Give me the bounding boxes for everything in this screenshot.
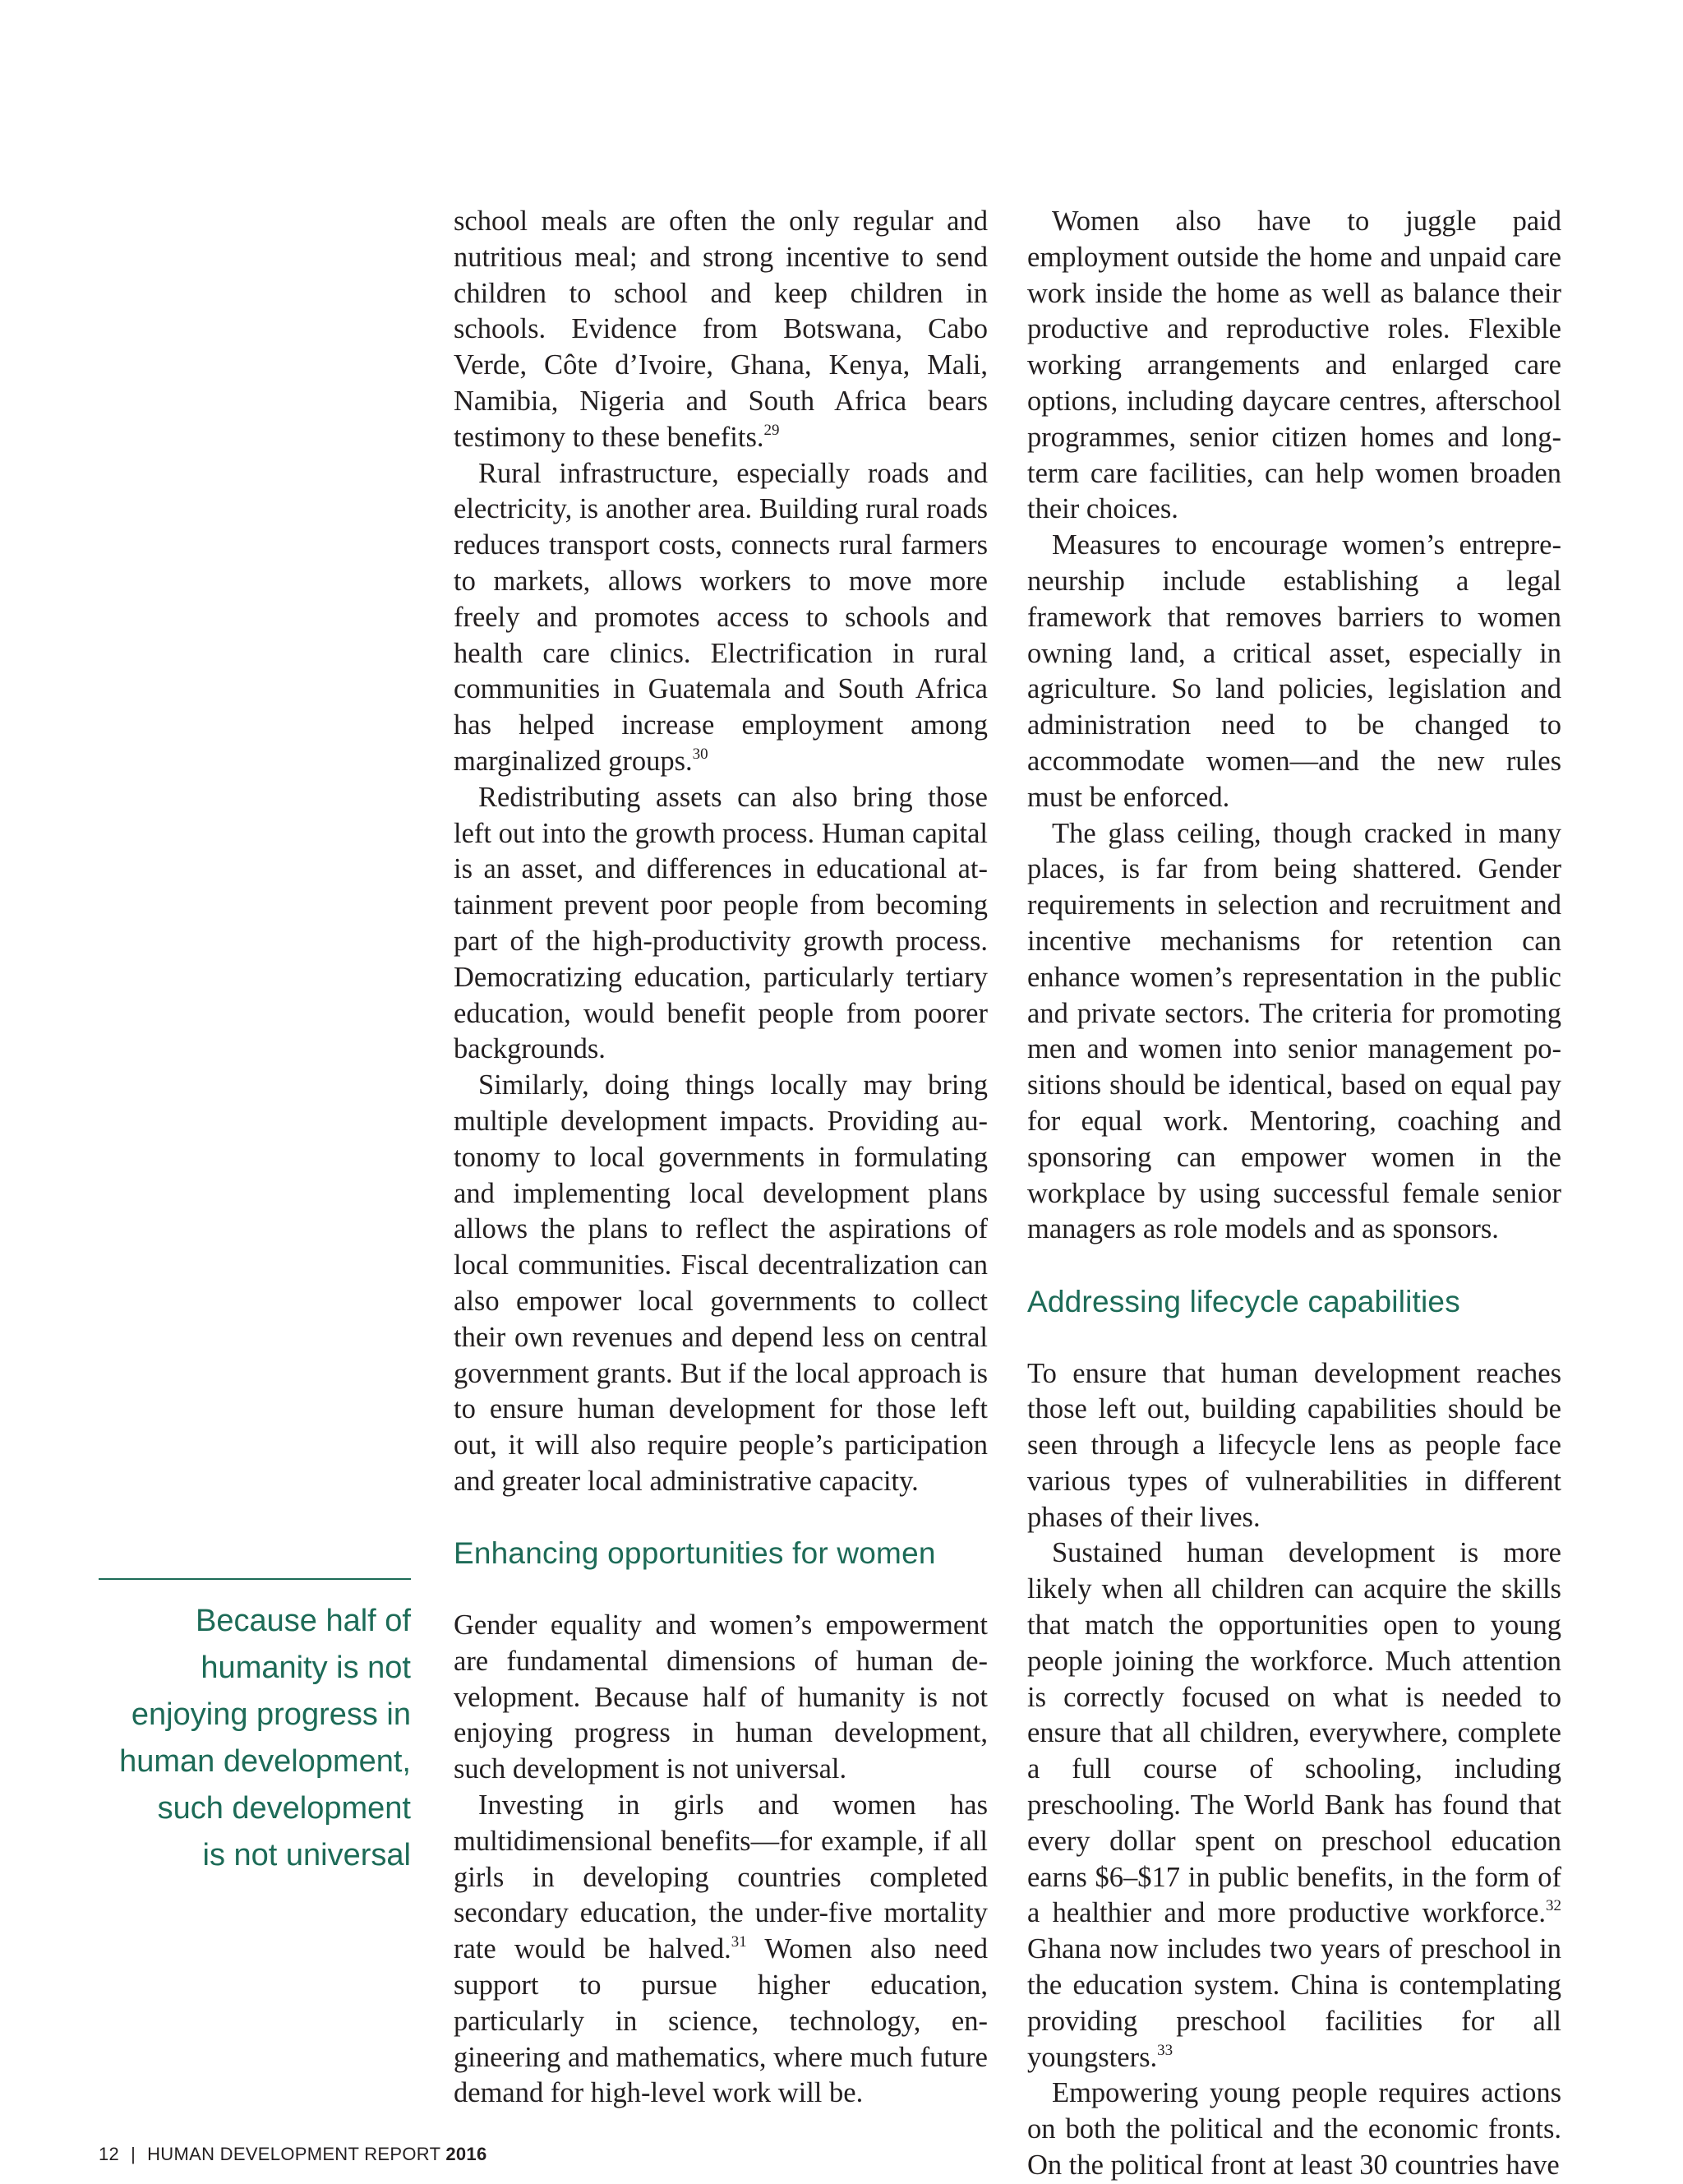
body-paragraph: Investing in girls and women has multidimensional benefits—for example, if all girls in developing countries completed secondary education, the under-five mortality rate would be halved.$^{31}$ Women also need support to pursue higher education, particularly in science, technology, engineering and mathematics, where much future demand for high-level work will be. — [454, 1789, 988, 2109]
body-paragraph: The glass ceiling, though cracked in many places, is far from being shattered. Gender requirements in selection and recruitment and incentive mechanisms for retention can enhance women’s representation in the public and private sectors. The criteria for promoting men and women into senior management positions should be identical, based on equal pay for equal work. Mentoring, coaching and sponsoring can empower women in the workplace by using successful female senior managers as role models and as sponsors. — [1027, 817, 1561, 1245]
body-paragraph: Measures to encourage women’s entrepreneurship include establishing a legal framework that removes barriers to women owning land, a critical asset, especially in agriculture. So land policies, legislation and administration need to be changed to accommodate women—and the new rules must be enforced. — [1027, 529, 1561, 813]
pull-quote-line: enjoying progress in — [131, 1697, 411, 1732]
report-title: HUMAN DEVELOPMENT REPORT — [147, 2144, 440, 2164]
section-heading-lifecycle: Addressing lifecycle capabilities — [1027, 1284, 1460, 1318]
body-paragraph: Redistributing assets can also bring those left out into the growth process. Human capital is an asset, and differences in educational attainment prevent poor people from becoming part of the high-productivity growth process. Democratizing education, particularly tertiary education, would benefit people from poorer backgrounds. — [454, 781, 988, 1065]
pull-quote-line: human development, — [119, 1744, 411, 1779]
body-paragraph: school meals are often the only regular and nutritious meal; and strong incentive to send children to school and keep children in schools. Evidence from Botswana, Cabo Verde, Côte d’Ivoire, Ghana, Kenya, Mali, Namibia, Nigeria and South Africa bears testimony to these benefits.$^{29}$ — [454, 205, 988, 453]
body-paragraph: Similarly, doing things locally may bring multiple development impacts. Providing autonomy to local governments in formulating and implementing local development plans allows the plans to reflect the aspirations of local communities. Fiscal decentralization can also empower local governments to collect their own revenues and depend less on central government grants. But if the local approach is to ensure human development for those left out, it will also require people’s participation and greater local administrative capacity. — [454, 1069, 988, 1497]
footer-separator: | — [131, 2144, 136, 2164]
body-paragraph: Empowering young people requires actions on both the political and the economic fronts. On the political front at least 30 countries have — [1027, 2077, 1561, 2182]
body-paragraph: Rural infrastructure, especially roads and electricity, is another area. Building rural roads reduces transport costs, connects rural farmers to markets, allows workers to move more freely and promotes access to schools and health care clinics. Electrification in rural communities in Guatemala and South Africa has helped increase employment among marginalized groups.$^{30}$ — [454, 457, 988, 777]
footnote-ref[interactable]: 29 — [763, 421, 780, 439]
page-number: 12 — [99, 2144, 120, 2164]
pull-quote-line: humanity is not — [201, 1651, 411, 1685]
pull-quote-line: such development — [157, 1791, 411, 1826]
pull-quote-line: is not universal — [202, 1838, 411, 1872]
body-paragraph: Women also have to juggle paid employment outside the home and unpaid care work inside the home as well as balance their productive and reproductive roles. Flexible working arrangements and enlarged care options, including daycare centres, afterschool programmes, senior citizen homes and long-term care facilities, can help women broaden their choices. — [1027, 205, 1561, 525]
page-footer — [99, 2144, 487, 2165]
body-paragraph: Sustained human development is more likely when all children can acquire the skills that match the opportunities open to young people joining the workforce. Much attention is correctly focused on what is needed to ensure that all children, everywhere, complete a full course of schooling, including preschooling. The World Bank has found that every dollar spent on preschool education earns $6–$17 in public benefits, in the form of a healthier and more productive workforce.$^{32}$ Ghana now includes two years of preschool in the education system. China is contemplating providing preschool facilities for all youngsters.$^{33}$ — [1027, 1537, 1561, 2073]
footnote-ref[interactable]: 31 — [731, 1933, 747, 1951]
right-column — [1027, 204, 1561, 2184]
footnote-ref[interactable]: 32 — [1546, 1897, 1561, 1915]
body-paragraph: To ensure that human development reaches those left out, building capabilities should be seen through a lifecycle lens as people face various types of vulnerabilities in different phases of their lives. — [1027, 1357, 1561, 1533]
footnote-ref[interactable]: 30 — [692, 745, 708, 763]
left-column — [454, 204, 988, 2112]
footnote-ref[interactable]: 33 — [1157, 2041, 1173, 2059]
body-paragraph: Gender equality and women’s empowerment are fundamental dimensions of human development. Because half of humanity is not enjoying progress in human development, such development is not universal. — [454, 1609, 988, 1785]
section-heading-women: Enhancing opportunities for women — [454, 1536, 936, 1571]
pull-quote-line: Because half of — [196, 1604, 411, 1638]
pull-quote — [99, 1578, 411, 1879]
report-year: 2016 — [445, 2144, 487, 2164]
